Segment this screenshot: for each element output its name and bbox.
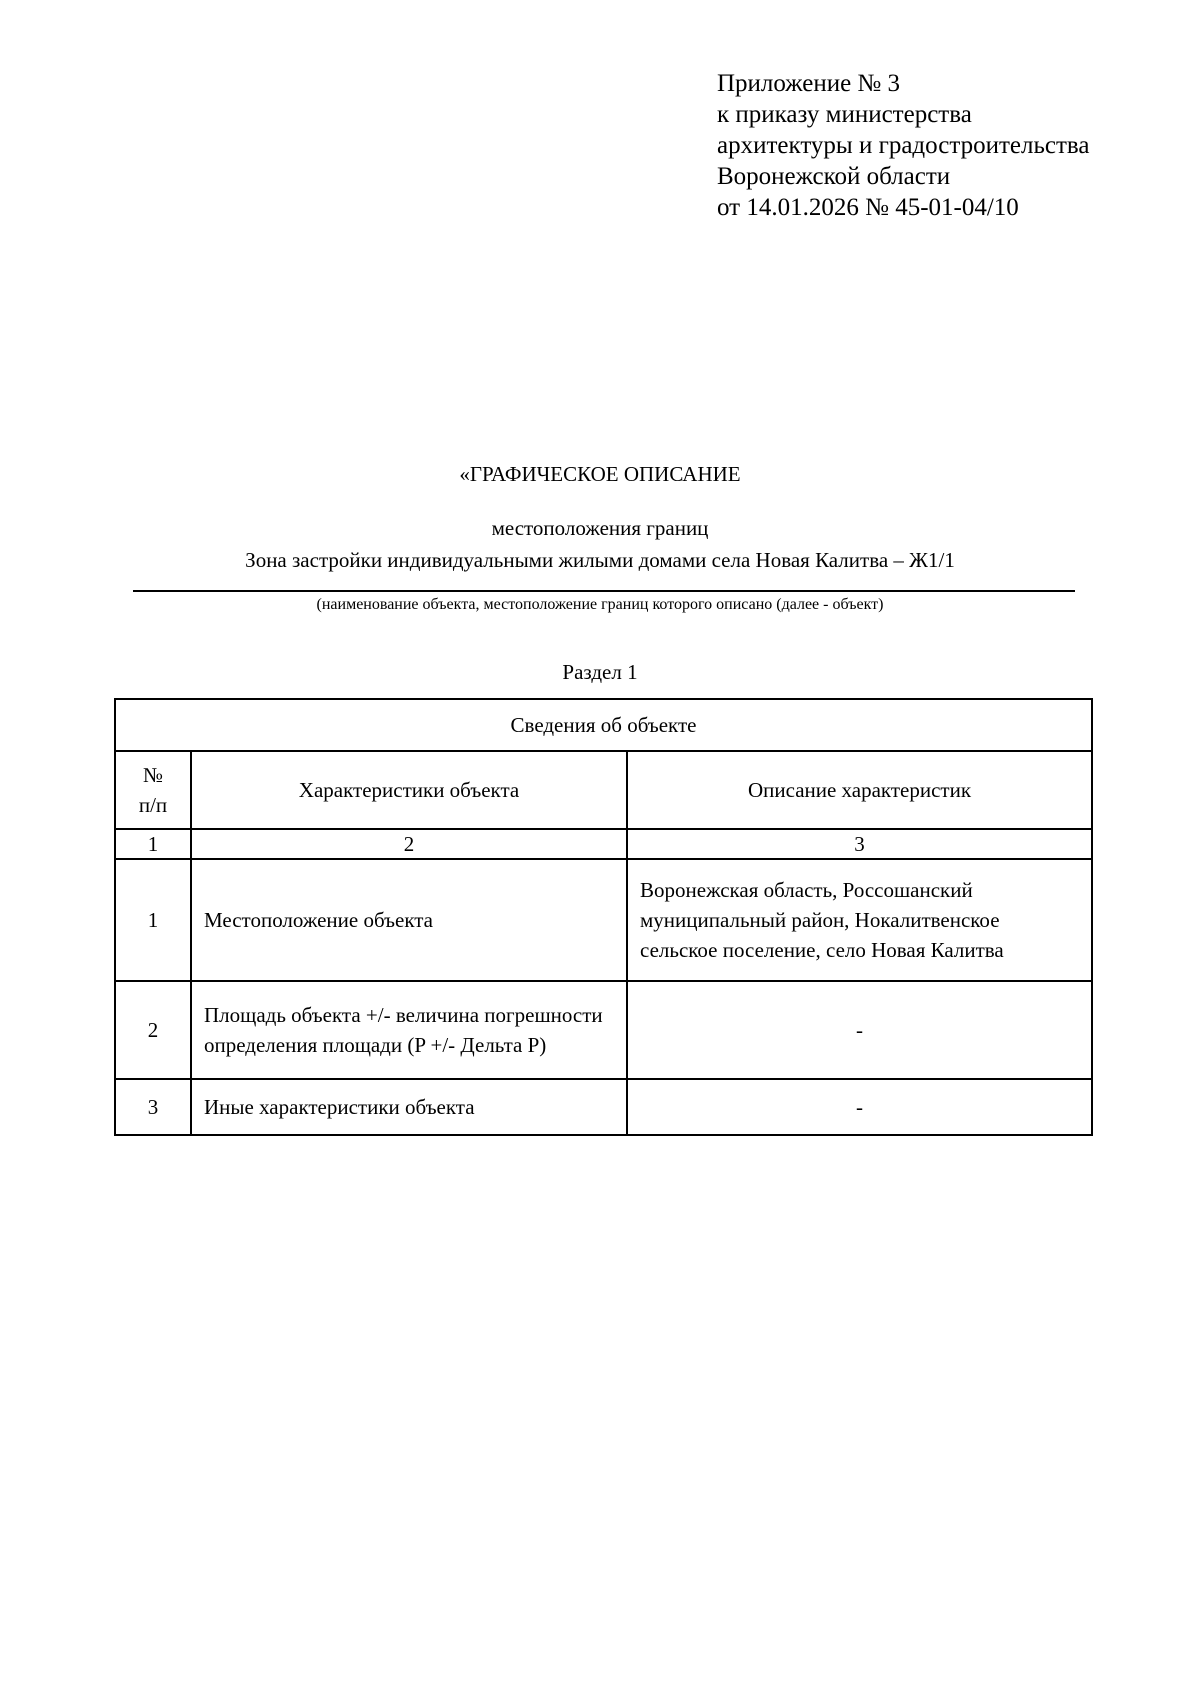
row-description: -	[627, 981, 1092, 1079]
table-row	[115, 859, 1092, 981]
table-heading: Сведения об объекте	[115, 699, 1092, 751]
appendix-line: Воронежской области	[717, 163, 951, 190]
column-header-num	[115, 751, 191, 829]
row-number: 1	[115, 859, 191, 981]
object-name: Зона застройки индивидуальными жилыми домами села Новая Калитва – Ж1/1	[245, 548, 955, 572]
appendix-line: от 14.01.2026 № 45-01-04/10	[717, 194, 1019, 221]
column-number: 3	[627, 829, 1092, 859]
column-header-num-label: № п/п	[138, 763, 168, 817]
column-header-description: Описание характеристик	[627, 751, 1092, 829]
object-name-underline	[133, 590, 1075, 592]
appendix-line: Приложение № 3	[717, 70, 901, 97]
document-subtitle: местоположения границ	[491, 516, 709, 540]
table-column-header-row	[115, 751, 1092, 829]
appendix-block	[717, 68, 1089, 223]
object-caption: (наименование объекта, местоположение границ которого описано (далее - объект)	[316, 596, 884, 613]
table-row	[115, 1079, 1092, 1135]
row-characteristic: Иные характеристики объекта	[191, 1079, 627, 1135]
row-characteristic: Площадь объекта +/- величина погрешности определения площади (P +/- Дельта P)	[191, 981, 627, 1079]
appendix-line: к приказу министерства	[717, 101, 972, 128]
row-description: -	[627, 1079, 1092, 1135]
object-info-table	[114, 698, 1093, 1136]
table-column-number-row	[115, 829, 1092, 859]
row-number: 2	[115, 981, 191, 1079]
table-heading-row	[115, 699, 1092, 751]
row-characteristic: Местоположение объекта	[191, 859, 627, 981]
document-title: «ГРАФИЧЕСКОЕ ОПИСАНИЕ	[459, 462, 741, 486]
table-row	[115, 981, 1092, 1079]
column-number: 1	[115, 829, 191, 859]
row-number: 3	[115, 1079, 191, 1135]
column-number: 2	[191, 829, 627, 859]
section-label: Раздел 1	[562, 660, 638, 684]
row-description: Воронежская область, Россошанский муниципальный район, Нокалитвенское сельское поселение, село Новая Калитва	[627, 859, 1092, 981]
column-header-characteristic: Характеристики объекта	[191, 751, 627, 829]
appendix-line: архитектуры и градостроительства	[717, 132, 1090, 159]
